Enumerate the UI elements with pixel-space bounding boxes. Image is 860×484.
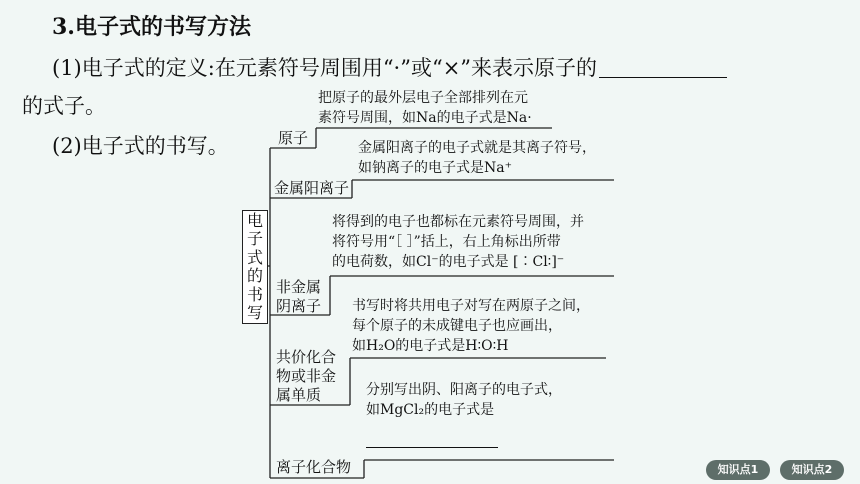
nav-button-point1[interactable]: 知识点1 — [706, 460, 770, 480]
answer-blank[interactable] — [366, 447, 498, 448]
category-line: 阴离子 — [276, 297, 322, 315]
center-char: 电 — [246, 210, 263, 230]
desc-line: 如钠离子的电子式是Na⁺ — [358, 160, 512, 176]
desc-line: 把原子的最外层电子全部排列在元 — [318, 90, 528, 106]
category-line: 属单质 — [276, 386, 322, 404]
desc-line: 将符号用“［ ］”括上，右上角标出所带 — [332, 234, 561, 250]
desc-line: 分别写出阴、阳离子的电子式， — [366, 382, 562, 398]
category-line: 共价化合 — [276, 348, 337, 366]
center-char: 书 — [246, 284, 263, 304]
category-nonmetal-anion — [276, 278, 321, 316]
desc-covalent — [352, 296, 590, 356]
desc-line: 书写时将共用电子对写在两原子之间， — [352, 298, 590, 314]
category-line: 物或非金 — [276, 367, 337, 385]
desc-line: 素符号周围，如Na的电子式是Na· — [318, 110, 532, 126]
category-covalent — [276, 348, 336, 405]
center-char: 写 — [246, 303, 263, 322]
nav-button-point2[interactable]: 知识点2 — [780, 460, 844, 480]
desc-metal-cation — [358, 138, 596, 178]
desc-line: 金属阳离子的电子式就是其离子符号， — [358, 140, 596, 156]
desc-line: 的电荷数，如Cl⁻的电子式是 [∶Cl∶]⁻ — [332, 254, 565, 270]
desc-nonmetal-anion — [332, 212, 584, 272]
desc-line: 每个原子的未成键电子也应画出， — [352, 318, 562, 334]
definition-line — [52, 52, 727, 82]
category-line: 非金属 — [276, 278, 322, 296]
center-char: 式 — [246, 247, 263, 267]
desc-line: 如MgCl₂的电子式是 — [366, 402, 495, 418]
desc-line: 如H₂O的电子式是H∶O∶H — [352, 338, 509, 354]
writing-heading: (2)电子式的书写。 — [52, 134, 229, 158]
category-ionic-compound: 离子化合物 — [276, 458, 352, 476]
category-metal-cation: 金属阳离子 — [274, 179, 350, 197]
fill-in-blank[interactable] — [599, 57, 727, 78]
category-atom: 原子 — [278, 129, 309, 147]
section-heading: 3.电子式的书写方法 — [52, 14, 251, 40]
definition-text: (1)电子式的定义:在元素符号周围用“·”或“×”来表示原子的 — [52, 56, 598, 80]
desc-line: 将得到的电子也都标在元素符号周围，并 — [332, 214, 584, 230]
center-char: 的 — [246, 266, 263, 285]
desc-atom — [318, 88, 532, 128]
center-label-box — [242, 210, 268, 324]
desc-ionic-compound — [366, 380, 562, 420]
center-char: 子 — [246, 229, 263, 248]
definition-continued: 的式子。 — [22, 94, 106, 118]
